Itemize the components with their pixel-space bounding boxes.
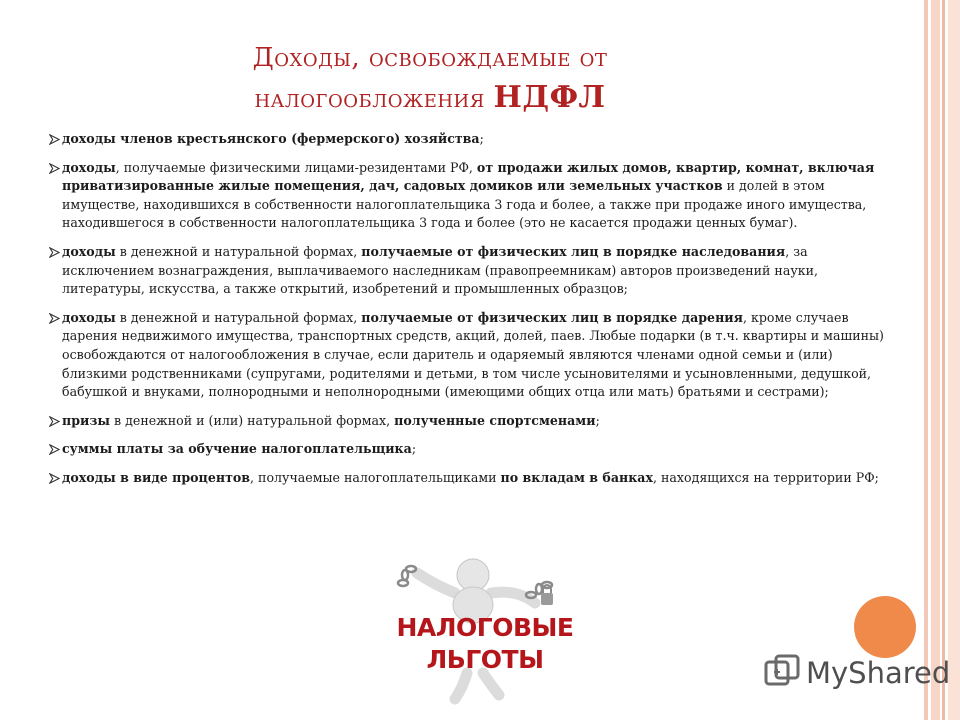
bold-text: полученные спортсменами [394, 412, 596, 428]
watermark-text: MyShared [806, 656, 951, 690]
text: , за исключением вознаграждения, выплачиваемого наследникам (правопреемникам) авторов произведений науки, литературы, искусства, а также открытий, изобретений и промышленных образцов; [62, 243, 819, 297]
arrow-bullet-icon [49, 134, 60, 145]
illustration-label-line-2: ЛЬГОТЫ [426, 645, 544, 674]
arrow-bullet-icon [49, 416, 60, 427]
bold-text: по вкладам в банках [500, 469, 653, 485]
bold-text: получаемые от физических лиц в порядке наследования [361, 243, 786, 259]
text: , находящихся на территории РФ; [652, 469, 879, 485]
text: ; [595, 412, 600, 428]
list-item [50, 309, 890, 402]
stripe [931, 0, 940, 720]
list-item [50, 159, 890, 233]
title-line-1: Доходы, освобождаемые от [252, 43, 608, 73]
bold-text: доходы [62, 159, 116, 175]
bold-text: суммы платы за обучение налогоплательщика [62, 441, 412, 457]
title-ndfl: НДФЛ [493, 80, 606, 115]
text: и долей в этом имуществе, находившихся в собственности налогоплательщика 3 года и более, а также при продаже иного имущества, находившегося в собственности налогоплательщика 3 года и более (это не касается продажи ценных бумаг). [62, 178, 867, 231]
bullet-list [50, 130, 890, 498]
text: , получаемые налогоплательщиками [250, 469, 501, 485]
bold-text: доходы в виде процентов [62, 469, 251, 485]
stripe [924, 0, 928, 720]
list-item [50, 243, 890, 299]
text: ; [479, 131, 484, 146]
decorative-stripes [924, 0, 960, 720]
list-item [50, 440, 890, 459]
stripe [942, 0, 945, 720]
text: в денежной и натуральной формах, [115, 309, 362, 325]
myshared-watermark [762, 654, 951, 694]
arrow-bullet-icon [49, 313, 60, 324]
arrow-bullet-icon [49, 163, 60, 174]
text: , кроме случаев дарения недвижимого имущества, транспортных средств, акций, долей, паев. Любые подарки (в т.ч. квартиры и машины) освобождаются от налогообложения в случае, если даритель и одаряемый являются членами одной семьи и (или) близкими родственниками (супругами, родителями и детьми, в том числе усыновителями и усыновленными, дедушкой, бабушкой и внуками, полнородными и неполнородными (имеющими общих отца или мать) братьями и сестрами); [62, 309, 884, 400]
title-line-2: налогообложения [254, 84, 485, 114]
text: ; [411, 441, 417, 457]
bold-text: призы [62, 412, 111, 428]
myshared-logo-icon [762, 654, 802, 694]
illustration-label-line-1: НАЛОГОВЫЕ [396, 613, 574, 642]
arrow-bullet-icon [49, 444, 60, 455]
bold-text: доходы [62, 309, 116, 325]
list-item [50, 130, 890, 149]
arrow-bullet-icon [49, 247, 60, 258]
list-item [50, 469, 890, 488]
text: , получаемые физическими лицами-резидентами РФ, [115, 159, 477, 175]
text: в денежной и (или) натуральной формах, [110, 412, 395, 428]
decorative-circle [854, 596, 916, 658]
stripe [948, 0, 960, 720]
bold-text: доходы членов крестьянского (фермерского) хозяйства [62, 131, 480, 146]
slide-title [100, 38, 760, 119]
bold-text: получаемые от физических лиц в порядке дарения [361, 309, 743, 325]
bold-text: доходы [62, 243, 116, 259]
text: в денежной и натуральной формах, [115, 243, 362, 259]
arrow-bullet-icon [49, 473, 60, 484]
list-item [50, 412, 890, 431]
tax-benefits-illustration [395, 555, 575, 705]
bold-text: от продажи жилых домов, квартир, комнат, включая приватизированные жилые помещения, дач, садовых домиков или земельных участков [62, 159, 875, 194]
